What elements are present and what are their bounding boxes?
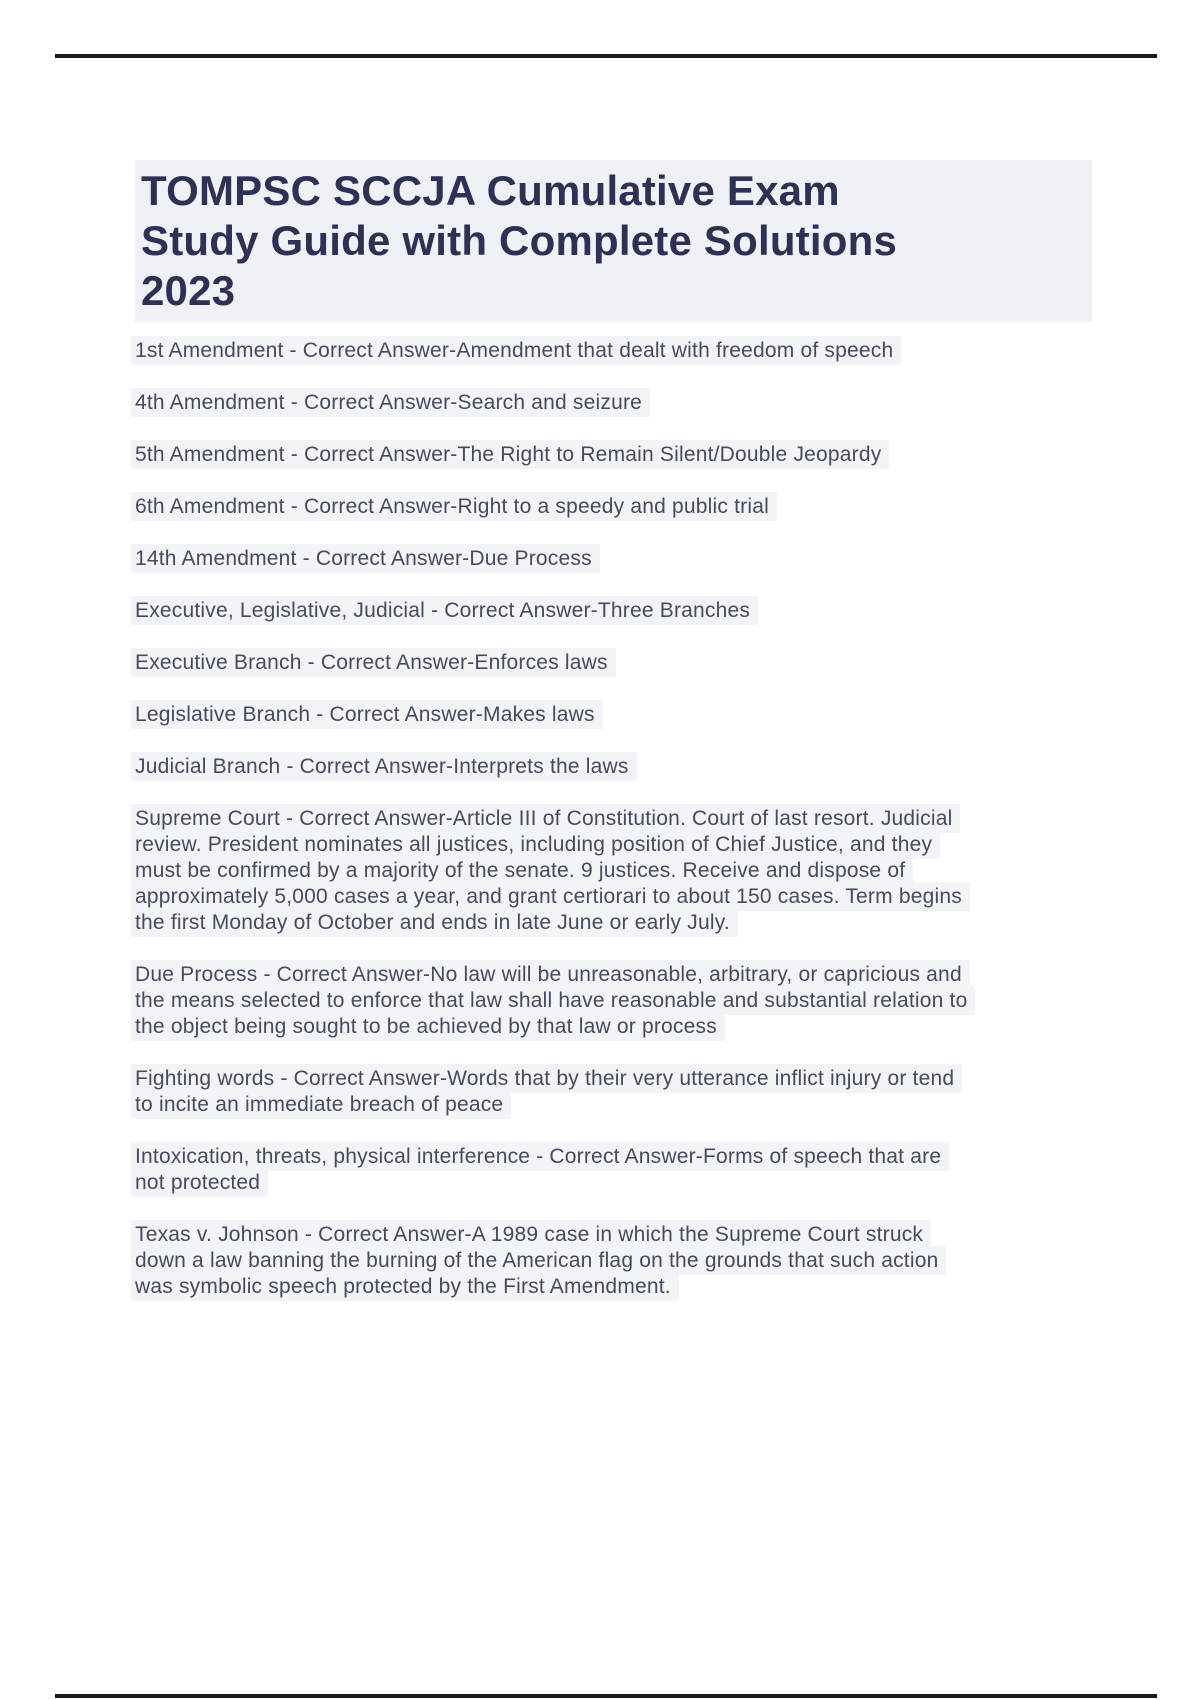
study-item-line: Intoxication, threats, physical interference - Correct Answer-Forms of speech that are bbox=[131, 1142, 949, 1171]
study-item-line: Fighting words - Correct Answer-Words that by their very utterance inflict injury or tend bbox=[131, 1064, 962, 1093]
study-item-line: not protected bbox=[131, 1168, 268, 1197]
study-item-line: review. President nominates all justices, including position of Chief Justice, and they bbox=[131, 830, 940, 859]
study-item bbox=[135, 390, 1140, 416]
study-item-line: to incite an immediate breach of peace bbox=[131, 1090, 511, 1119]
bottom-rule bbox=[55, 1694, 1157, 1698]
title-line: Study Guide with Complete Solutions bbox=[141, 217, 898, 264]
study-item bbox=[135, 754, 1140, 780]
study-item bbox=[135, 962, 1140, 1040]
study-item-line: approximately 5,000 cases a year, and grant certiorari to about 150 cases. Term begins bbox=[131, 882, 970, 911]
study-items bbox=[135, 338, 1140, 1300]
study-item-line: 6th Amendment - Correct Answer-Right to a speedy and public trial bbox=[131, 492, 777, 521]
study-item bbox=[135, 598, 1140, 624]
page-title bbox=[135, 160, 1092, 322]
study-item-line: 4th Amendment - Correct Answer-Search and seizure bbox=[131, 388, 650, 417]
study-item bbox=[135, 1144, 1140, 1196]
study-item bbox=[135, 806, 1140, 936]
study-item-line: down a law banning the burning of the American flag on the grounds that such action bbox=[131, 1246, 946, 1275]
study-item bbox=[135, 442, 1140, 468]
study-item-line: Supreme Court - Correct Answer-Article III of Constitution. Court of last resort. Judicial bbox=[131, 804, 960, 833]
study-item bbox=[135, 338, 1140, 364]
study-item-line: Due Process - Correct Answer-No law will be unreasonable, arbitrary, or capricious and bbox=[131, 960, 970, 989]
study-item-line: 5th Amendment - Correct Answer-The Right to Remain Silent/Double Jeopardy bbox=[131, 440, 889, 469]
study-item bbox=[135, 702, 1140, 728]
study-item-line: the means selected to enforce that law shall have reasonable and substantial relation to bbox=[131, 986, 975, 1015]
study-item-line: must be confirmed by a majority of the senate. 9 justices. Receive and dispose of bbox=[131, 856, 913, 885]
title-line: TOMPSC SCCJA Cumulative Exam bbox=[141, 167, 840, 214]
study-item-line: 1st Amendment - Correct Answer-Amendment that dealt with freedom of speech bbox=[131, 336, 901, 365]
study-item-line: Executive Branch - Correct Answer-Enforces laws bbox=[131, 648, 616, 677]
study-item-line: Texas v. Johnson - Correct Answer-A 1989 case in which the Supreme Court struck bbox=[131, 1220, 931, 1249]
study-item bbox=[135, 546, 1140, 572]
study-item-line: Executive, Legislative, Judicial - Correct Answer-Three Branches bbox=[131, 596, 758, 625]
study-item-line: the object being sought to be achieved by that law or process bbox=[131, 1012, 725, 1041]
study-item bbox=[135, 650, 1140, 676]
study-item bbox=[135, 494, 1140, 520]
study-item-line: Legislative Branch - Correct Answer-Makes laws bbox=[131, 700, 603, 729]
study-item bbox=[135, 1066, 1140, 1118]
study-item-line: the first Monday of October and ends in late June or early July. bbox=[131, 908, 738, 937]
document-page bbox=[135, 160, 1140, 1326]
top-rule bbox=[55, 54, 1157, 58]
study-item bbox=[135, 1222, 1140, 1300]
study-item-line: 14th Amendment - Correct Answer-Due Process bbox=[131, 544, 600, 573]
study-item-line: Judicial Branch - Correct Answer-Interprets the laws bbox=[131, 752, 637, 781]
study-item-line: was symbolic speech protected by the First Amendment. bbox=[131, 1272, 679, 1301]
title-line: 2023 bbox=[141, 267, 236, 314]
